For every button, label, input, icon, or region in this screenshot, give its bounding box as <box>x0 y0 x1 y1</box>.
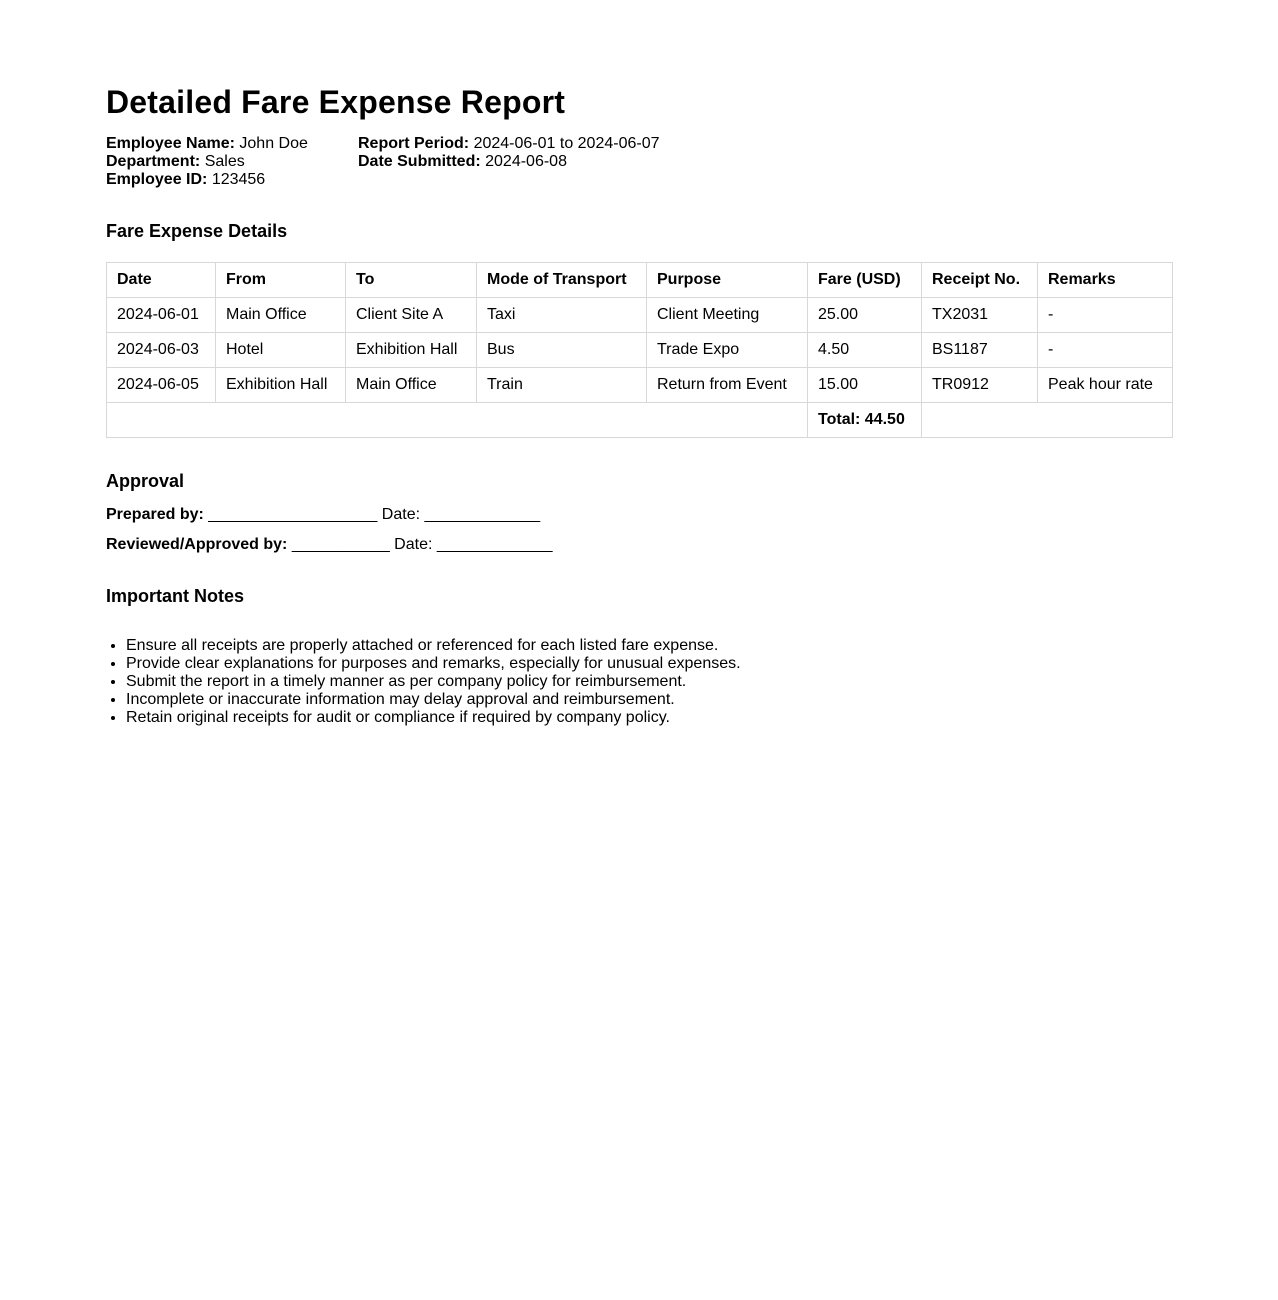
list-item: • Incomplete or inaccurate information may delay approval and reimbursement. <box>126 691 1172 709</box>
table-row <box>107 333 1173 368</box>
notes-heading: Important Notes <box>106 586 245 606</box>
page-title: Detailed Fare Expense Report <box>106 84 566 120</box>
report-period-value: 2024-06-01 to 2024-06-07 <box>473 135 660 152</box>
employee-name-value: John Doe <box>239 135 308 152</box>
table-cell: Train <box>477 368 647 403</box>
table-cell: Hotel <box>216 333 346 368</box>
employee-meta <box>106 135 1172 189</box>
employee-id-row <box>106 171 358 189</box>
reviewed-by-line <box>106 536 1172 554</box>
prepared-date-label: Date: <box>381 506 421 523</box>
reviewed-date-label: Date: <box>394 536 433 553</box>
table-cell: - <box>1038 298 1173 333</box>
table-cell: Peak hour rate <box>1038 368 1173 403</box>
column-header: Fare (USD) <box>808 263 922 298</box>
column-header: Receipt No. <box>922 263 1038 298</box>
list-item: • Retain original receipts for audit or compliance if required by company policy. <box>126 709 1172 727</box>
table-cell: Main Office <box>216 298 346 333</box>
table-cell: 15.00 <box>808 368 922 403</box>
table-header-row <box>107 263 1173 298</box>
meta-column-report <box>358 135 660 189</box>
prepared-date-blank: _____________ <box>424 506 541 523</box>
total-cell: Total: 44.50 <box>808 403 922 438</box>
list-item: • Ensure all receipts are properly attached or referenced for each listed fare expense. <box>126 637 1172 655</box>
approval-heading: Approval <box>106 471 185 491</box>
total-trailing-cell <box>922 403 1173 438</box>
reviewed-date-blank: _____________ <box>436 536 553 553</box>
date-submitted-value: 2024-06-08 <box>485 153 567 170</box>
table-cell: Exhibition Hall <box>216 368 346 403</box>
total-spacer-cell <box>107 403 808 438</box>
table-cell: 2024-06-05 <box>107 368 216 403</box>
column-header: Date <box>107 263 216 298</box>
table-cell: TX2031 <box>922 298 1038 333</box>
notes-list <box>106 637 1172 727</box>
table-row <box>107 368 1173 403</box>
table-cell: Exhibition Hall <box>346 333 477 368</box>
prepared-by-blank: ___________________ <box>208 506 378 523</box>
table-cell: Main Office <box>346 368 477 403</box>
department-row <box>106 153 358 171</box>
employee-id-label: Employee ID: <box>106 171 208 188</box>
department-label: Department: <box>106 153 201 170</box>
employee-name-label: Employee Name: <box>106 135 235 152</box>
column-header: Mode of Transport <box>477 263 647 298</box>
prepared-by-line <box>106 506 1172 524</box>
table-cell: 25.00 <box>808 298 922 333</box>
employee-id-value: 123456 <box>211 171 266 188</box>
table-cell: 2024-06-03 <box>107 333 216 368</box>
details-heading: Fare Expense Details <box>106 221 288 241</box>
column-header: From <box>216 263 346 298</box>
table-cell: Trade Expo <box>647 333 808 368</box>
list-item: • Submit the report in a timely manner as per company policy for reimbursement. <box>126 673 1172 691</box>
table-cell: TR0912 <box>922 368 1038 403</box>
table-cell: BS1187 <box>922 333 1038 368</box>
table-cell: Client Site A <box>346 298 477 333</box>
employee-name-row <box>106 135 358 153</box>
table-cell: Taxi <box>477 298 647 333</box>
list-item: • Provide clear explanations for purposes and remarks, especially for unusual expenses. <box>126 655 1172 673</box>
column-header: Remarks <box>1038 263 1173 298</box>
table-cell: Return from Event <box>647 368 808 403</box>
table-cell: - <box>1038 333 1173 368</box>
table-cell: Bus <box>477 333 647 368</box>
meta-column-employee <box>106 135 358 189</box>
department-value: Sales <box>204 153 245 170</box>
table-cell: 2024-06-01 <box>107 298 216 333</box>
date-submitted-label: Date Submitted: <box>358 153 481 170</box>
table-cell: Client Meeting <box>647 298 808 333</box>
table-cell: 4.50 <box>808 333 922 368</box>
column-header: To <box>346 263 477 298</box>
reviewed-by-label: Reviewed/Approved by: <box>106 536 288 553</box>
date-submitted-row <box>358 153 660 171</box>
report-period-label: Report Period: <box>358 135 470 152</box>
column-header: Purpose <box>647 263 808 298</box>
reviewed-by-blank: ___________ <box>291 536 390 553</box>
report-period-row <box>358 135 660 153</box>
table-row <box>107 298 1173 333</box>
table-total-row <box>107 403 1173 438</box>
fare-expense-table <box>106 262 1173 438</box>
prepared-by-label: Prepared by: <box>106 506 204 523</box>
